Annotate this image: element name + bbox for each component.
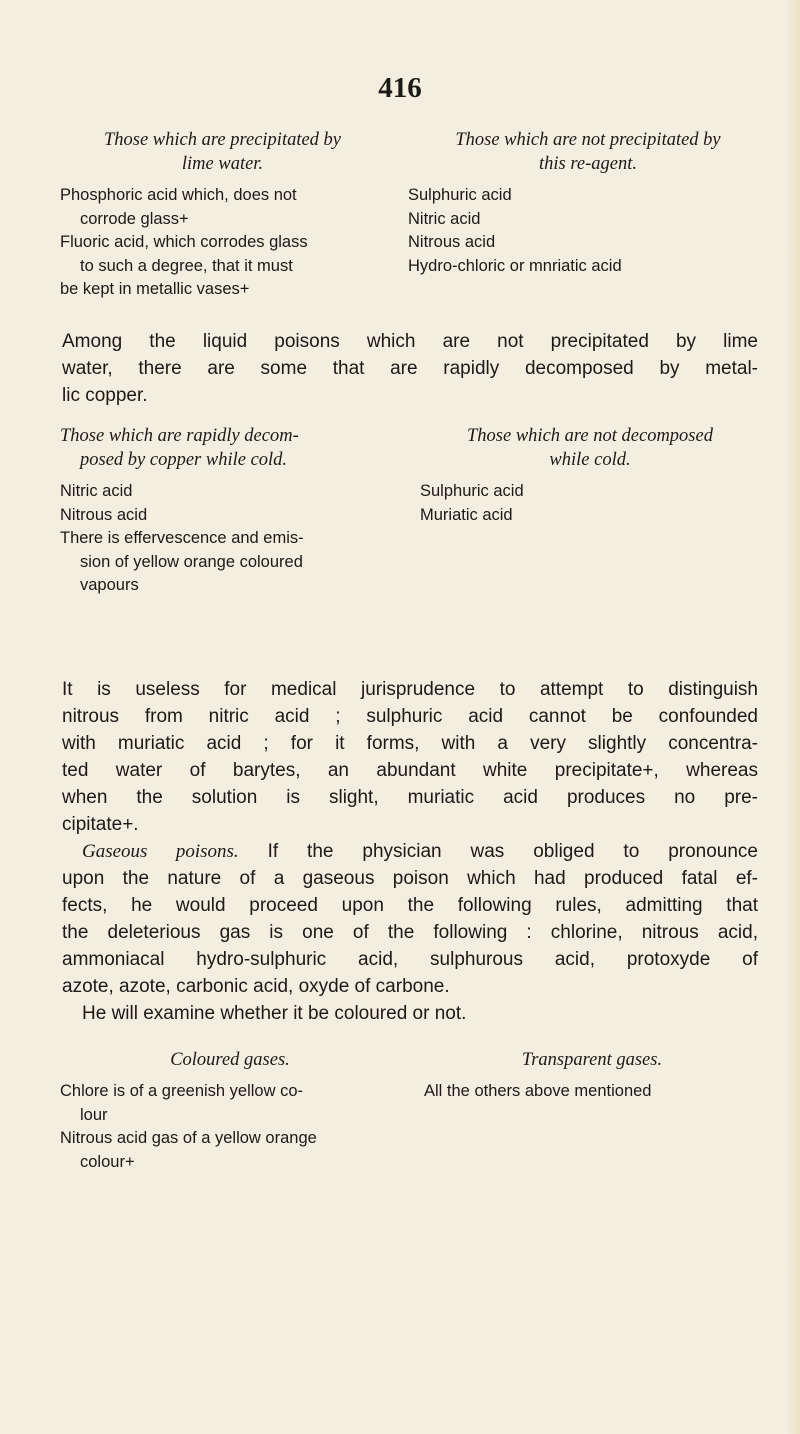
copper-paragraph: Among the liquid poisons which are not precipitated by lime water, there are some that are rapidly decomposed by metal- lic copper. [62,331,758,406]
not-decomposed-column-heading: Those which are not decomposed while cold. [467,426,713,470]
list-item: sion of yellow orange coloured [80,552,303,571]
precipitated-list [60,184,385,302]
list-item: Nitrous acid [60,505,148,524]
page-edge-shading [786,0,800,1434]
decomposed-column [60,424,370,598]
coloured-gases-heading: Coloured gases. [170,1050,290,1070]
list-item: Sulphuric acid [408,186,512,204]
coloured-gases-list [60,1080,400,1174]
list-item: Sulphuric acid [420,482,524,500]
list-item: to such a degree, that it must [80,256,293,275]
section-heading: Gaseous poisons. [82,841,239,862]
list-item: Muriatic acid [420,505,513,524]
transparent-gases-column [424,1048,760,1104]
list-item: be kept in metallic vases+ [60,280,250,298]
list-item: corrode glass+ [80,209,189,228]
transparent-gases-heading: Transparent gases. [521,1050,663,1070]
list-item: Nitric acid [408,209,481,228]
decomposed-list [60,480,370,598]
not-precipitated-list [408,184,768,278]
precipitated-column-heading: Those which are precipitated by lime water. [103,130,342,174]
page-number: 416 [378,72,422,104]
list-item: Chlore is of a greenish yellow co- [60,1082,304,1100]
list-item: Hydro-chloric or mnriatic acid [408,256,622,275]
not-decomposed-list [420,480,760,527]
list-item: Nitric acid [60,482,133,500]
distinction-paragraph: It is useless for medical jurisprudence to attempt to distinguish nitrous from nitric acid ; sulphuric acid cannot be confounded with muriatic acid ; for it forms, with a very slightly concentra- ted water of barytes, an abundant white precipitate+, whereas when the solution is slight, muriatic acid produces no pre- cipitate+. [62,679,758,835]
transparent-gases-list [424,1080,760,1104]
precipitated-column [60,128,385,302]
decomposed-column-heading: Those which are rapidly decom- posed by copper while cold. [60,426,299,470]
list-item: All the others above mentioned [424,1082,652,1100]
not-precipitated-column-heading: Those which are not precipitated by this re-agent. [455,130,721,174]
coloured-gases-column [60,1048,400,1174]
list-item: Nitrous acid [408,233,496,251]
gaseous-poisons-paragraph: Gaseous poisons. If the physician was obliged to pronounce upon the nature of a gaseous poison which had produced fatal ef- fects, he would proceed upon the following rules, admitting that the deleterious gas is one of the following : chlorine, nitrous acid, ammoniacal hydro-sulphuric acid, sulphurous acid, protoxyde of azote, azote, carbonic acid, oxyde of carbone. He will examine whether it be coloured or not. [62,841,758,1024]
list-item: colour+ [80,1152,135,1171]
list-item: lour [80,1105,108,1124]
list-item: vapours [80,576,139,594]
list-item: Nitrous acid gas of a yellow orange [60,1129,317,1147]
list-item: Phosphoric acid which, does not [60,186,297,204]
list-item: Fluoric acid, which corrodes glass [60,233,308,251]
not-decomposed-column [420,424,760,527]
not-precipitated-column [408,128,768,278]
list-item: There is effervescence and emis- [60,529,304,547]
